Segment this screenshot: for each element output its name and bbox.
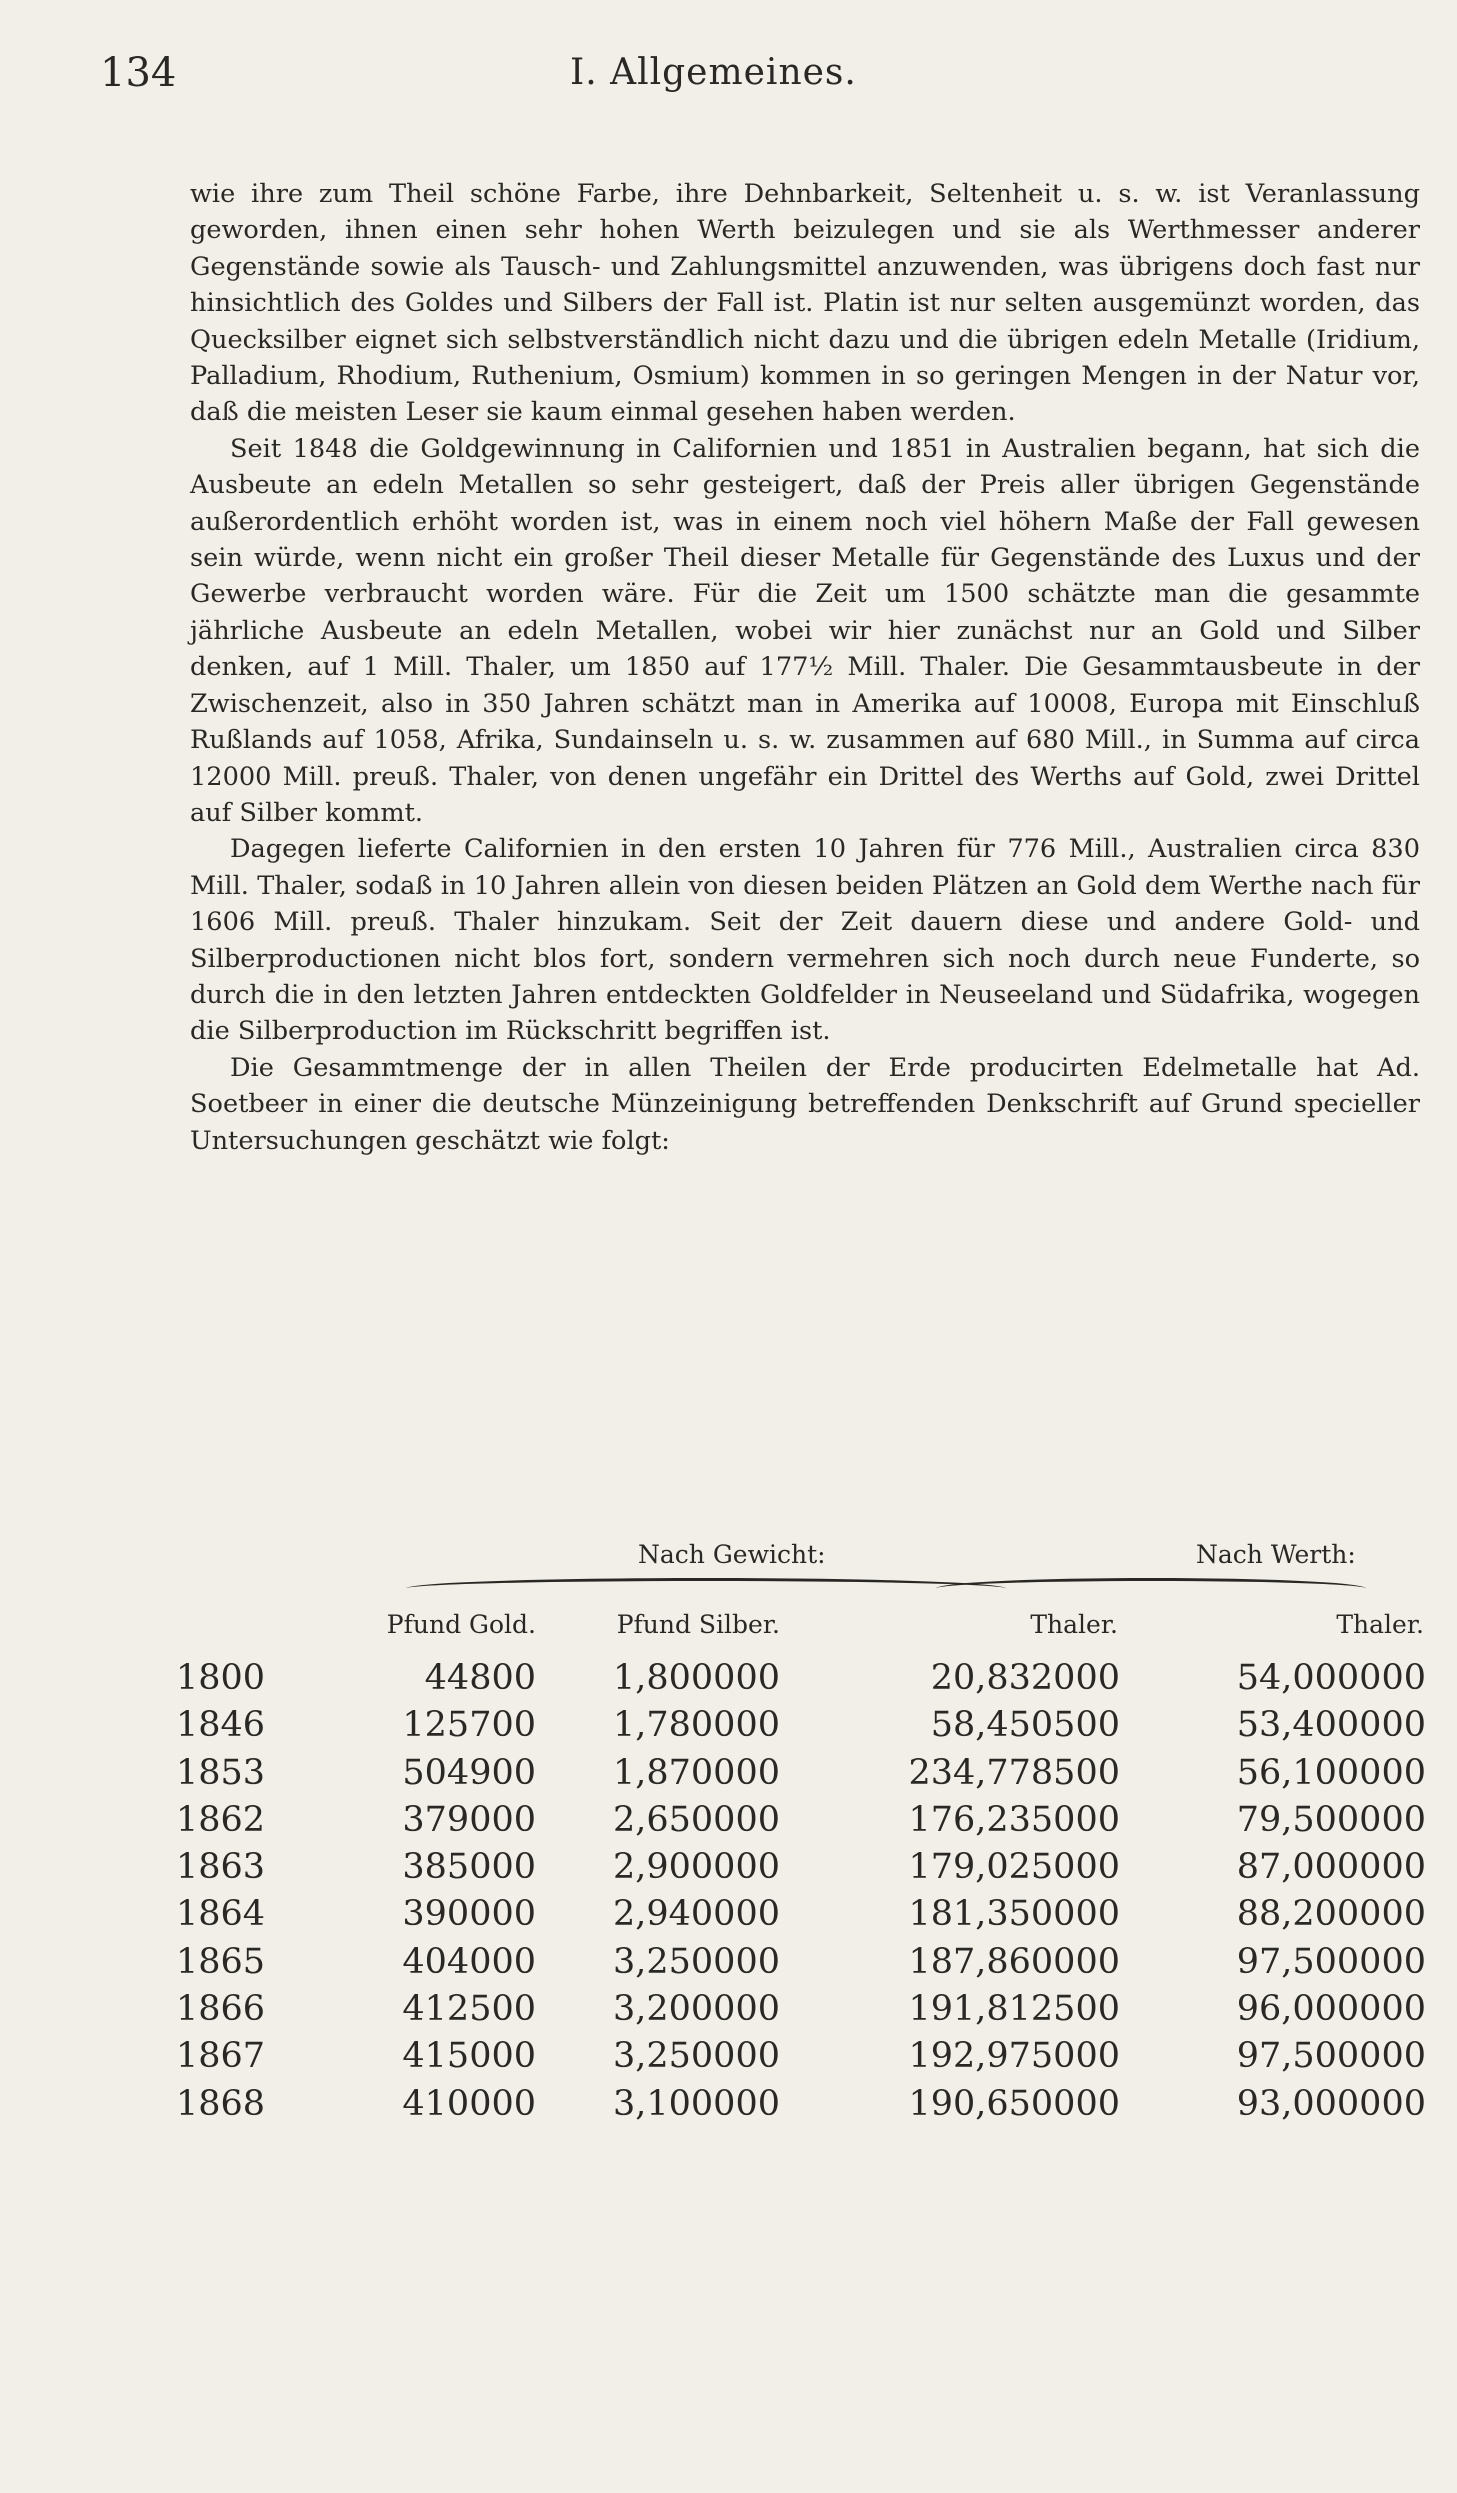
cell-year: 1867 xyxy=(176,2036,266,2077)
cell-gold: 415000 xyxy=(402,2036,536,2077)
cell-year: 1868 xyxy=(176,2083,266,2124)
table-body xyxy=(176,1658,1426,2131)
cell-value-gold: 58,450500 xyxy=(930,1705,1120,1746)
cell-value-gold: 190,650000 xyxy=(908,2083,1120,2124)
table-row xyxy=(176,1894,1426,1941)
body-text xyxy=(190,176,1420,1159)
cell-year: 1865 xyxy=(176,1941,266,1982)
cell-gold: 412500 xyxy=(402,1989,536,2030)
page-number: 134 xyxy=(100,50,177,96)
group-label-weight: Nach Gewicht: xyxy=(638,1540,826,1569)
col-header-thaler-gold: Thaler. xyxy=(1030,1610,1118,1639)
table-row xyxy=(176,2084,1426,2131)
col-header-thaler-silver: Thaler. xyxy=(1336,1610,1424,1639)
cell-value-gold: 20,832000 xyxy=(930,1658,1120,1698)
page-header xyxy=(100,50,1420,110)
cell-year: 1866 xyxy=(176,1989,266,2030)
cell-value-silver: 56,100000 xyxy=(1236,1752,1426,1793)
cell-silver: 1,870000 xyxy=(612,1752,780,1793)
cell-silver: 2,650000 xyxy=(612,1799,780,1840)
cell-year: 1846 xyxy=(176,1705,266,1746)
cell-value-silver: 88,200000 xyxy=(1236,1894,1426,1935)
cell-year: 1864 xyxy=(176,1894,266,1935)
col-header-silver: Pfund Silber. xyxy=(616,1610,780,1639)
table-row xyxy=(176,1658,1426,1705)
cell-gold: 379000 xyxy=(402,1799,536,1840)
cell-gold: 385000 xyxy=(402,1847,536,1888)
cell-gold: 504900 xyxy=(402,1752,536,1793)
cell-gold: 125700 xyxy=(402,1705,536,1746)
production-table xyxy=(176,1540,1426,2420)
cell-year: 1853 xyxy=(176,1752,266,1793)
cell-silver: 3,100000 xyxy=(612,2083,780,2124)
group-label-value: Nach Werth: xyxy=(1196,1540,1356,1569)
cell-silver: 2,940000 xyxy=(612,1894,780,1935)
paragraph: Seit 1848 die Goldgewinnung in Californien und 1851 in Australien begann, hat sich die Ausbeute an edeln Metallen so sehr gesteigert, daß der Preis aller übrigen Gegenstände außerordentlich erhöht worden ist, was in einem noch viel höhern Maße der Fall gewesen sein würde, wenn nicht ein großer Theil dieser Metalle für Gegenstände des Luxus und der Gewerbe verbraucht worden wäre. Für die Zeit um 1500 schätzte man die gesammte jährliche Ausbeute an edeln Metallen, wobei wir hier zunächst nur an Gold und Silber denken, auf 1 Mill. Thaler, um 1850 auf 177½ Mill. Thaler. Die Gesammtausbeute in der Zwischenzeit, also in 350 Jahren schätzt man in Amerika auf 10008, Europa mit Einschluß Rußlands auf 1058, Afrika, Sundainseln u. s. w. zusammen auf 680 Mill., in Summa auf circa 12000 Mill. preuß. Thaler, von denen ungefähr ein Drittel des Werths auf Gold, zwei Drittel auf Silber kommt. xyxy=(190,433,1420,828)
table-row xyxy=(176,1800,1426,1847)
cell-value-gold: 191,812500 xyxy=(908,1989,1120,2030)
cell-value-silver: 54,000000 xyxy=(1236,1658,1426,1698)
running-head: I. Allgemeines. xyxy=(570,52,857,93)
paragraph: Die Gesammtmenge der in allen Theilen der Erde producirten Edelmetalle hat Ad. Soetbeer in einer die deutsche Münzeinigung betreffenden Denkschrift auf Grund specieller Untersuchungen geschätzt wie folgt: xyxy=(190,1052,1420,1156)
cell-value-gold: 234,778500 xyxy=(908,1752,1120,1793)
paragraph: Dagegen lieferte Californien in den ersten 10 Jahren für 776 Mill., Australien circa 830 Mill. Thaler, sodaß in 10 Jahren allein von diesen beiden Plätzen an Gold dem Werthe nach für 1606 Mill. preuß. Thaler hinzukam. Seit der Zeit dauern diese und andere Gold- und Silberproductionen nicht blos fort, sondern vermehren sich noch durch neue Funderte, so durch die in den letzten Jahren entdeckten Goldfelder in Neuseeland und Südafrika, wogegen die Silberproduction im Rückschritt begriffen ist. xyxy=(190,834,1420,1047)
cell-silver: 3,250000 xyxy=(612,2036,780,2077)
cell-gold: 390000 xyxy=(402,1894,536,1935)
cell-value-silver: 79,500000 xyxy=(1236,1799,1426,1840)
cell-value-silver: 93,000000 xyxy=(1236,2083,1426,2124)
cell-value-silver: 97,500000 xyxy=(1236,2036,1426,2077)
cell-gold: 44800 xyxy=(424,1658,536,1698)
cell-value-silver: 97,500000 xyxy=(1236,1941,1426,1982)
cell-silver: 2,900000 xyxy=(612,1847,780,1888)
table-row xyxy=(176,1847,1426,1894)
table-row xyxy=(176,1989,1426,2036)
cell-value-gold: 176,235000 xyxy=(908,1799,1120,1840)
col-header-gold: Pfund Gold. xyxy=(386,1610,536,1639)
paragraph: wie ihre zum Theil schöne Farbe, ihre Dehnbarkeit, Seltenheit u. s. w. ist Veranlassung geworden, ihnen einen sehr hohen Werth beizulegen und sie als Werthmesser anderer Gegenstände sowie als Tausch- und Zahlungsmittel anzuwenden, was übrigens doch fast nur hinsichtlich des Goldes und Silbers der Fall ist. Platin ist nur selten ausgemünzt worden, das Quecksilber eignet sich selbstverständlich nicht dazu und die übrigen edeln Metalle (Iridium, Palladium, Rhodium, Ruthenium, Osmium) kommen in so geringen Mengen in der Natur vor, daß die meisten Leser sie kaum einmal gesehen haben werden. xyxy=(190,179,1420,428)
cell-value-gold: 192,975000 xyxy=(908,2036,1120,2077)
cell-value-silver: 87,000000 xyxy=(1236,1847,1426,1888)
table-row xyxy=(176,1942,1426,1989)
table-row xyxy=(176,1753,1426,1800)
cell-year: 1862 xyxy=(176,1799,266,1840)
cell-value-silver: 96,000000 xyxy=(1236,1989,1426,2030)
table-row xyxy=(176,2036,1426,2083)
cell-silver: 3,200000 xyxy=(612,1989,780,2030)
cell-silver: 3,250000 xyxy=(612,1941,780,1982)
cell-silver: 1,800000 xyxy=(612,1658,780,1698)
brace-value xyxy=(936,1578,1366,1599)
cell-value-gold: 187,860000 xyxy=(908,1941,1120,1982)
cell-year: 1863 xyxy=(176,1847,266,1888)
cell-gold: 404000 xyxy=(402,1941,536,1982)
cell-gold: 410000 xyxy=(402,2083,536,2124)
cell-value-silver: 53,400000 xyxy=(1236,1705,1426,1746)
cell-value-gold: 179,025000 xyxy=(908,1847,1120,1888)
cell-year: 1800 xyxy=(176,1658,266,1698)
cell-silver: 1,780000 xyxy=(612,1705,780,1746)
cell-value-gold: 181,350000 xyxy=(908,1894,1120,1935)
table-row xyxy=(176,1705,1426,1752)
brace-weight xyxy=(406,1578,1006,1599)
